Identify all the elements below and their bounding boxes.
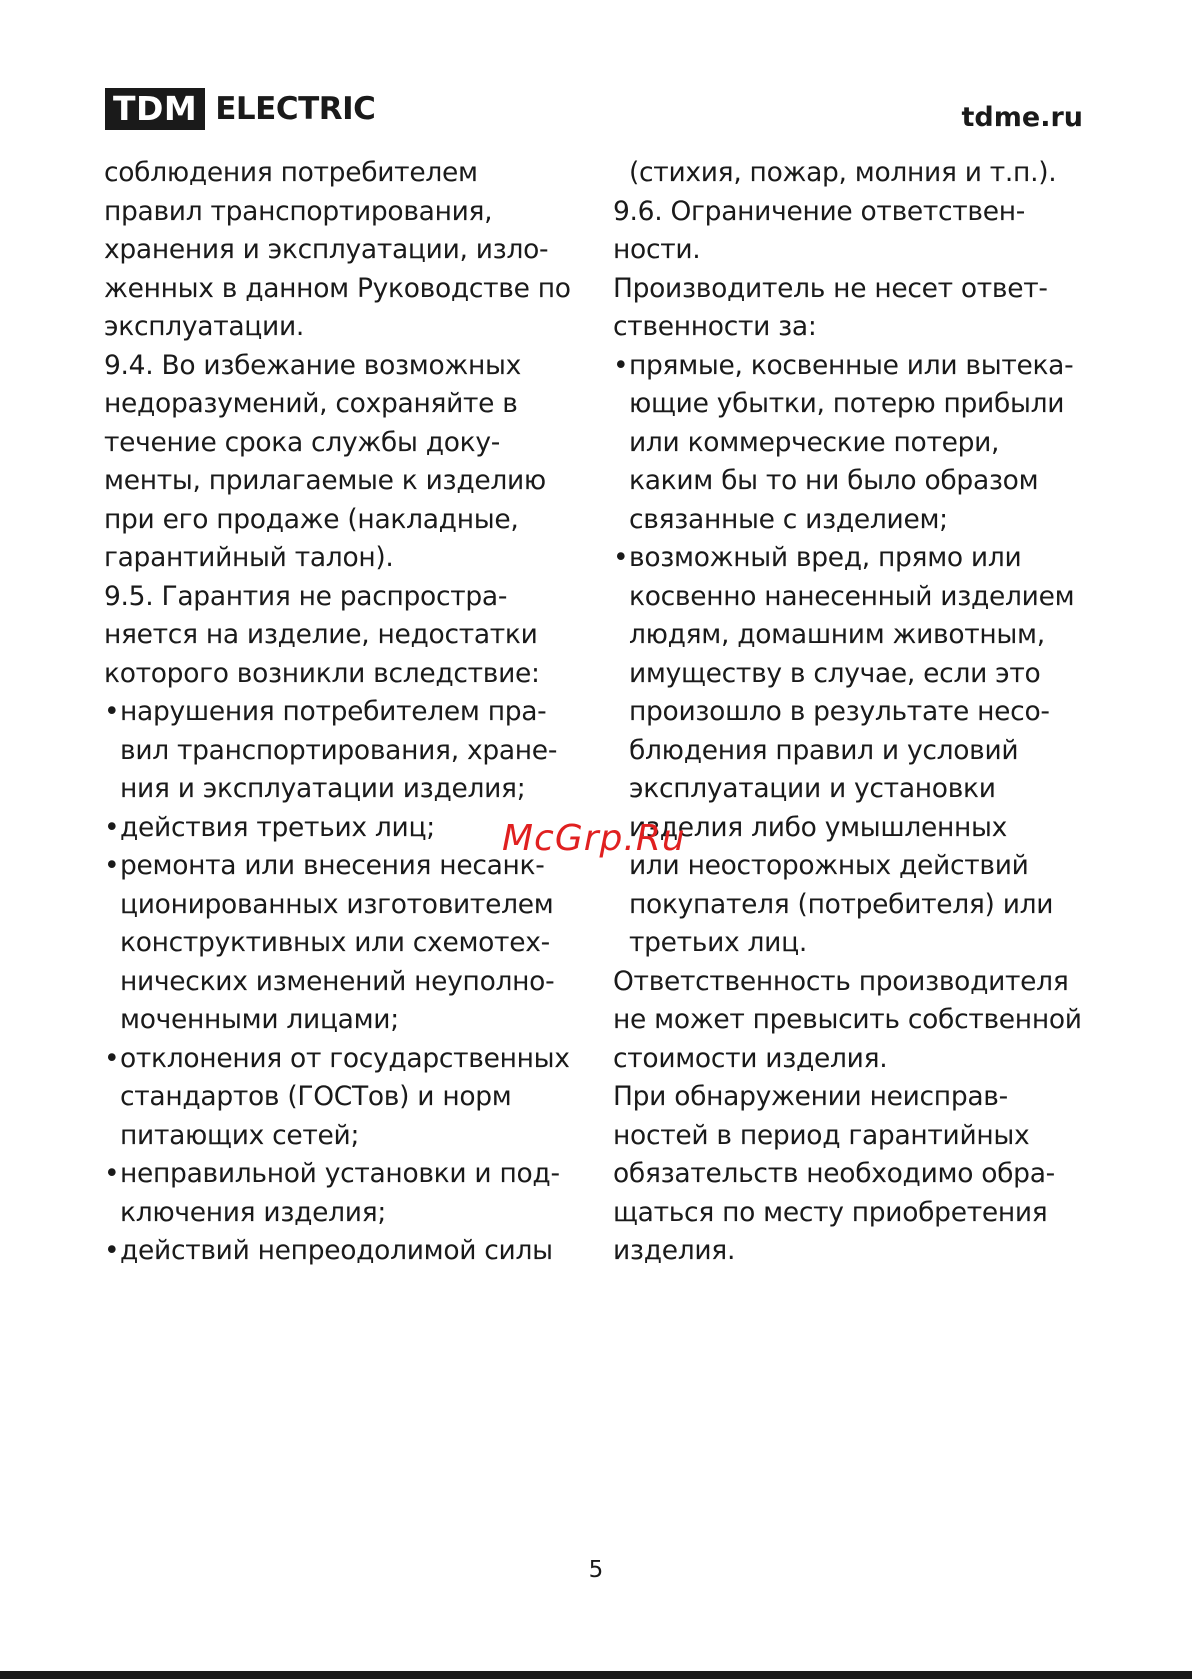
paragraph-line: правил транспортирования, xyxy=(104,195,493,227)
bullet-marker: • xyxy=(104,1158,120,1189)
bullet-continuation-line: ния и эксплуатации изделия; xyxy=(120,773,526,804)
bullet-item xyxy=(104,847,584,886)
left-column xyxy=(104,154,584,1271)
bullet-continuation-line: (стихия, пожар, молния и т.п.). xyxy=(629,157,1057,188)
bullet-continuation-line: стандартов (ГОСТов) и норм xyxy=(120,1081,512,1112)
bullet-item xyxy=(613,539,1093,578)
bullet-continuation-line: изделия либо умышленных xyxy=(629,811,1008,843)
paragraph-line: ственности за: xyxy=(613,311,817,342)
paragraph-line: При обнаружении неисправ- xyxy=(613,1081,1008,1112)
tdm-electric-logo xyxy=(105,88,375,130)
bullet-continuation-line: моченными лицами; xyxy=(120,1004,399,1035)
bullet-continuation-line: косвенно нанесенный изделием xyxy=(629,580,1075,612)
paragraph-line: обязательств необходимо обра- xyxy=(613,1158,1055,1189)
bullet-marker: • xyxy=(104,850,120,881)
bullet-continuation-line: людям, домашним животным, xyxy=(629,619,1045,650)
bullet-continuation-line: ключения изделия; xyxy=(120,1196,386,1228)
bullet-marker: • xyxy=(613,349,629,381)
bullet-text: действий непреодолимой силы xyxy=(120,1235,553,1266)
bullet-text: отклонения от государственных xyxy=(120,1042,570,1074)
bullet-text: неправильной установки и под- xyxy=(120,1158,560,1189)
paragraph-line: соблюдения потребителем xyxy=(104,157,478,188)
paragraph-line: гарантийный талон). xyxy=(104,542,394,573)
bullet-text: ремонта или внесения несанк- xyxy=(120,850,545,881)
bullet-text: нарушения потребителем пра- xyxy=(120,696,547,727)
bullet-continuation-line: или неосторожных действий xyxy=(629,850,1029,881)
paragraph-line: течение срока службы доку- xyxy=(104,426,500,458)
bullet-continuation-line: третьих лиц. xyxy=(629,927,807,958)
bullet-text: возможный вред, прямо или xyxy=(629,542,1022,573)
bullet-marker: • xyxy=(104,1235,120,1266)
paragraph-line: стоимости изделия. xyxy=(613,1042,888,1074)
paragraph-line: ности. xyxy=(613,234,701,265)
paragraph-line: хранения и эксплуатации, изло- xyxy=(104,234,549,265)
paragraph-line: 9.5. Гарантия не распростра- xyxy=(104,580,508,612)
paragraph-line: Ответственность производителя xyxy=(613,965,1069,997)
page-number: 5 xyxy=(588,1557,604,1583)
bullet-item xyxy=(104,809,584,848)
bullet-text: действия третьих лиц; xyxy=(120,811,435,843)
paragraph-line: няется на изделие, недостатки xyxy=(104,619,538,650)
bullet-item xyxy=(613,347,1093,386)
paragraph-line: Производитель не несет ответ- xyxy=(613,272,1048,304)
bullet-continuation-line: имуществу в случае, если это xyxy=(629,657,1041,689)
paragraph-line: эксплуатации. xyxy=(104,311,304,342)
bullet-continuation-line: покупателя (потребителя) или xyxy=(629,888,1054,920)
paragraph-line: недоразумений, сохраняйте в xyxy=(104,388,518,419)
paragraph-line: изделия. xyxy=(613,1235,736,1266)
bullet-continuation-line: ющие убытки, потерю прибыли xyxy=(629,388,1065,419)
bullet-continuation-line: или коммерческие потери, xyxy=(629,426,1000,458)
site-url: tdme.ru xyxy=(961,102,1083,133)
paragraph-line: 9.6. Ограничение ответствен- xyxy=(613,195,1026,227)
paragraph-line: щаться по месту приобретения xyxy=(613,1196,1048,1228)
bullet-marker: • xyxy=(104,811,120,843)
paragraph-line: не может превысить собственной xyxy=(613,1004,1082,1035)
watermark: McGrp.Ru xyxy=(502,818,686,859)
bullet-continuation-line: эксплуатации и установки xyxy=(629,773,996,804)
bullet-continuation-line: каким бы то ни было образом xyxy=(629,465,1039,496)
paragraph-line: 9.4. Во избежание возможных xyxy=(104,349,521,381)
paragraph-line: ностей в период гарантийных xyxy=(613,1119,1030,1151)
bullet-continuation-line: нических изменений неуполно- xyxy=(120,965,555,997)
bullet-continuation-line: ционированных изготовителем xyxy=(120,888,554,920)
bullet-item xyxy=(104,1155,584,1194)
logo-mark: TDM xyxy=(105,88,205,130)
paragraph-line: которого возникли вследствие: xyxy=(104,657,540,689)
bullet-continuation-line: блюдения правил и условий xyxy=(629,734,1019,766)
bullet-continuation-line: вил транспортирования, хране- xyxy=(120,734,558,766)
bullet-marker: • xyxy=(613,542,629,573)
logo-word: ELECTRIC xyxy=(215,91,376,127)
bullet-item xyxy=(104,1232,584,1271)
bullet-continuation-line: конструктивных или схемотех- xyxy=(120,927,550,958)
bullet-continuation-line: произошло в результате несо- xyxy=(629,696,1050,727)
paragraph-line: менты, прилагаемые к изделию xyxy=(104,465,546,496)
bullet-item xyxy=(104,1040,584,1079)
bullet-text: прямые, косвенные или вытека- xyxy=(629,349,1074,381)
bullet-continuation-line: связанные с изделием; xyxy=(629,503,948,535)
paragraph-line: женных в данном Руководстве по xyxy=(104,272,571,304)
bullet-continuation-line: питающих сетей; xyxy=(120,1119,360,1151)
bullet-marker: • xyxy=(104,696,120,727)
bottom-rule xyxy=(0,1671,1192,1679)
paragraph-line: при его продаже (накладные, xyxy=(104,503,519,535)
page-header xyxy=(105,88,1085,138)
bullet-item xyxy=(104,693,584,732)
bullet-marker: • xyxy=(104,1042,120,1074)
right-column xyxy=(613,154,1093,1271)
